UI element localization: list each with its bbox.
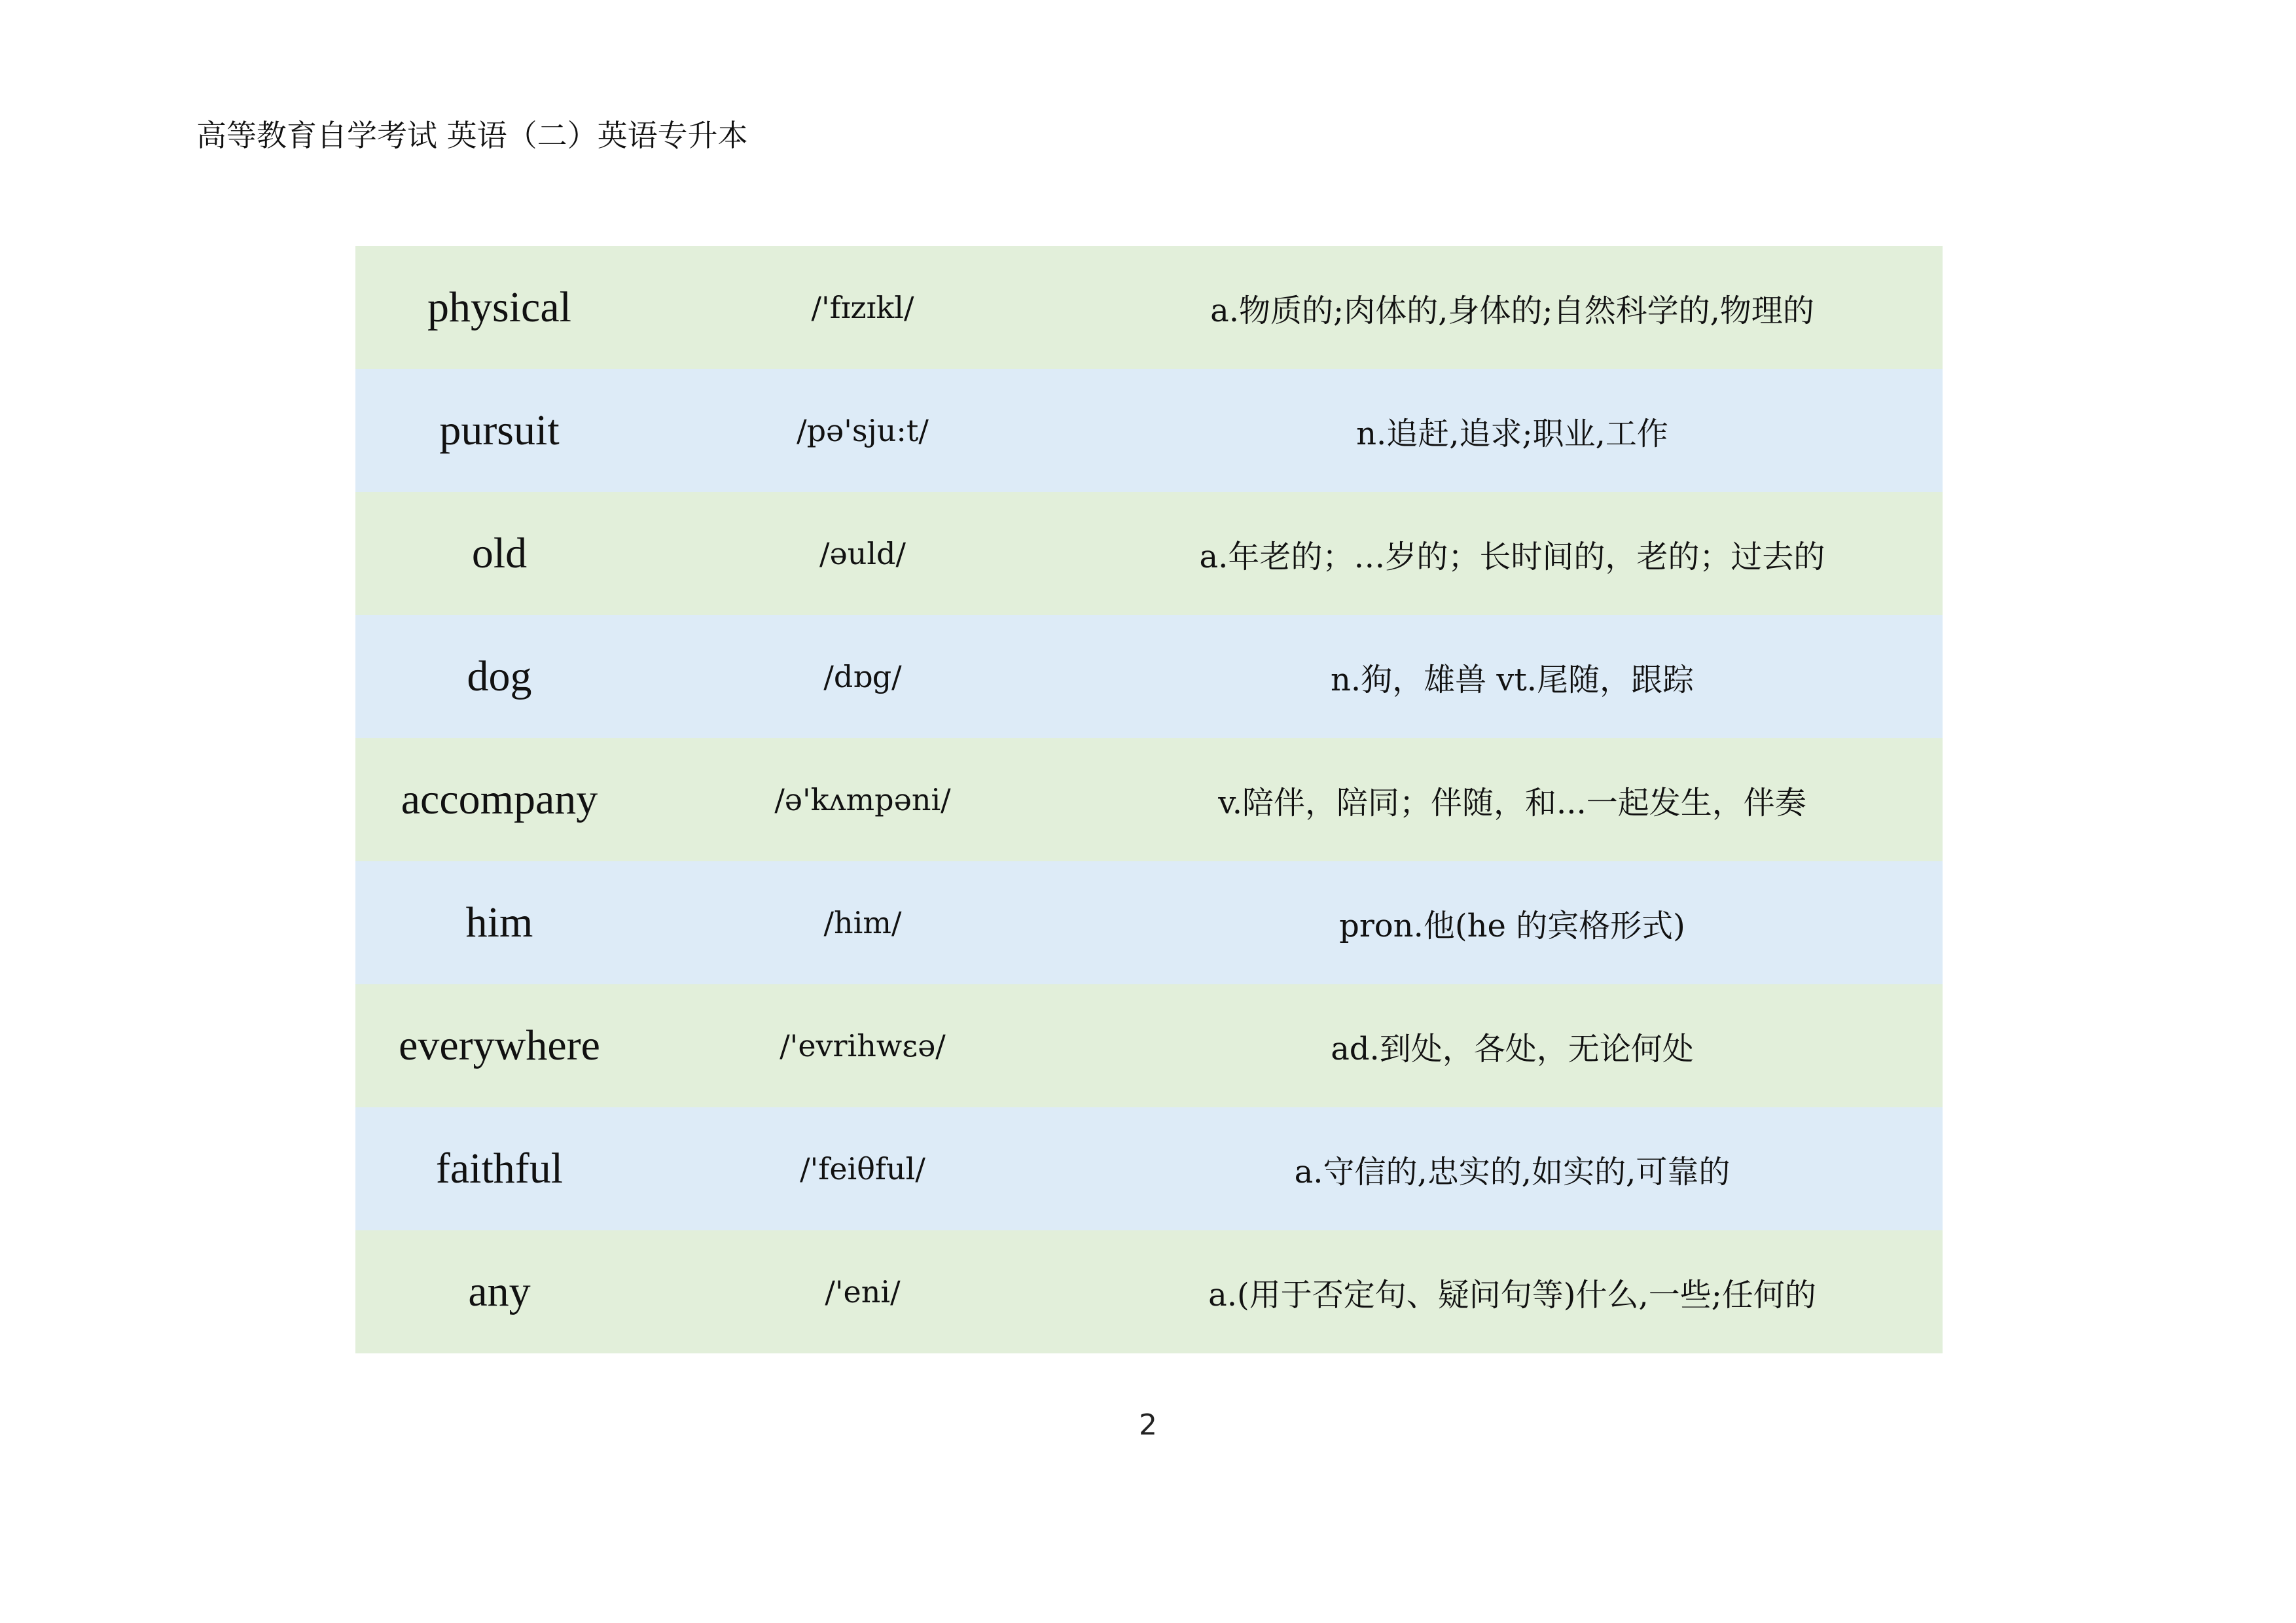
phonetic-cell: /'feiθful/	[800, 1151, 925, 1186]
vocab-row	[355, 369, 1943, 492]
word-cell: dog	[467, 652, 532, 700]
document-header: 高等教育自学考试 英语（二）英语专升本	[196, 118, 748, 153]
definition-cell: a.守信的,忠实的,如实的,可靠的	[1294, 1153, 1731, 1190]
page-number: 2	[1139, 1408, 1157, 1442]
phonetic-cell: /əuld/	[819, 536, 906, 571]
definition-cell: n.狗，雄兽 vt.尾随，跟踪	[1330, 661, 1695, 698]
vocab-row	[355, 615, 1943, 738]
vocab-row	[355, 1230, 1943, 1353]
vocab-row	[355, 492, 1943, 615]
word-cell: accompany	[401, 776, 598, 823]
phonetic-cell: /him/	[823, 905, 902, 940]
word-cell: everywhere	[399, 1022, 600, 1069]
phonetic-cell: /'evrihwɛə/	[780, 1028, 946, 1063]
vocab-row	[355, 1107, 1943, 1230]
definition-cell: n.追赶,追求;职业,工作	[1356, 415, 1668, 452]
definition-cell: a.年老的；…岁的；长时间的，老的；过去的	[1199, 538, 1825, 575]
vocab-row	[355, 246, 1943, 369]
word-cell: pursuit	[439, 406, 560, 454]
definition-cell: pron.他(he 的宾格形式)	[1339, 907, 1685, 944]
phonetic-cell: /dɒg/	[823, 659, 902, 694]
vocabulary-table	[355, 246, 1943, 1353]
definition-cell: ad.到处，各处，无论何处	[1331, 1030, 1694, 1067]
phonetic-cell: /ə'kʌmpəni/	[774, 782, 951, 817]
definition-cell: v.陪伴，陪同；伴随，和...一起发生，伴奏	[1218, 784, 1806, 821]
word-cell: old	[471, 529, 528, 577]
word-cell: him	[465, 899, 533, 946]
vocab-row	[355, 861, 1943, 984]
definition-cell: a.(用于否定句、疑问句等)什么,一些;任何的	[1208, 1276, 1816, 1313]
definition-cell: a.物质的;肉体的,身体的;自然科学的,物理的	[1210, 292, 1814, 329]
vocab-row	[355, 984, 1943, 1107]
vocab-row	[355, 738, 1943, 861]
word-cell: faithful	[435, 1145, 564, 1192]
phonetic-cell: /'fɪzɪkl/	[811, 290, 914, 325]
phonetic-cell: /'eni/	[825, 1274, 901, 1310]
word-cell: any	[468, 1268, 531, 1315]
phonetic-cell: /pə'sju:t/	[797, 413, 929, 448]
word-cell: physical	[427, 283, 571, 331]
